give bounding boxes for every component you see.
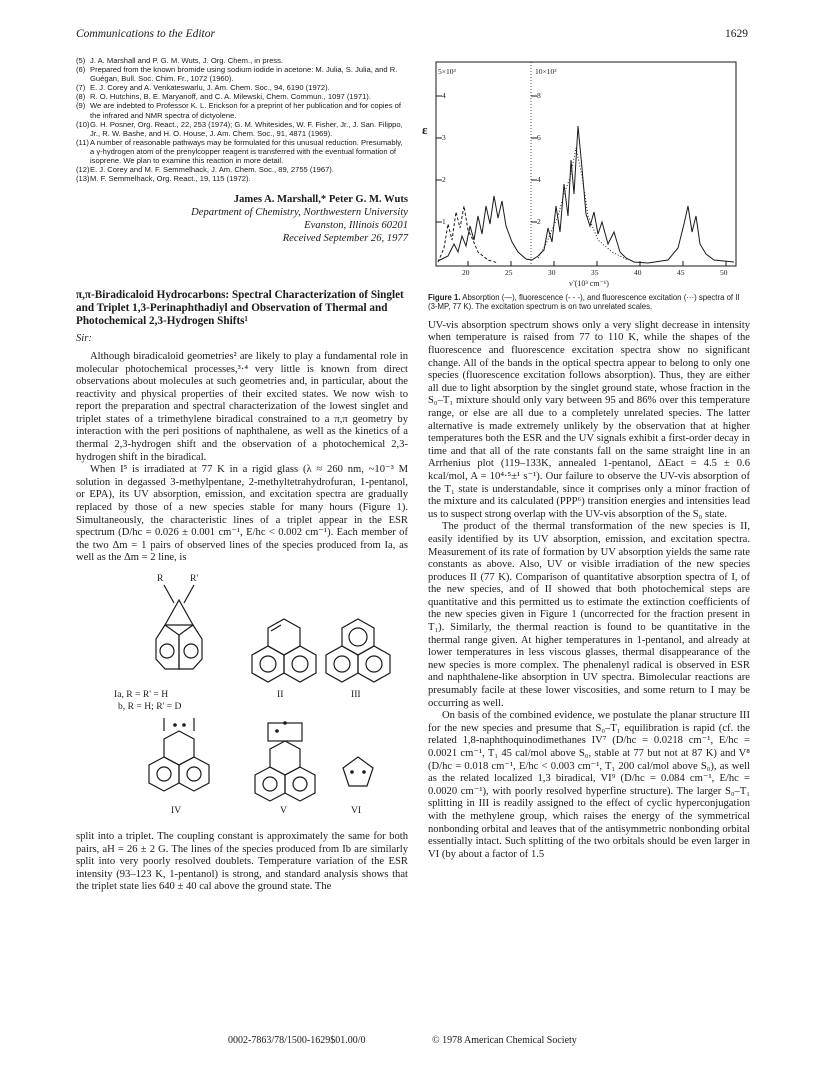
reference-item: (8) R. O. Hutchins, B. E. Maryanoff, and C. A. Milewski, Chem. Commun., 1097 (1971). [76,92,371,102]
reference-item: (5) J. A. Marshall and P. G. M. Wuts, J. Org. Chem., in press. [76,56,284,65]
right-tick-label: 6 [537,133,541,142]
structure-vi [343,757,373,786]
label-iii: III [351,689,361,700]
author-block [76,193,408,245]
inset-scale-left: 5×10³ [438,67,456,76]
structure-iv [149,718,209,791]
label-ia: Ia, R = R' = H [114,689,169,700]
article-title: π,π-Biradicaloid Hydrocarbons: Spectral Characterization of Singlet and Triplet 1,3-Perinaphthadiyl and Observation of Thermal and Photochemical 2,3-Hydrogen Shifts¹ [76,289,404,328]
received-date: Received September 26, 1977 [282,233,408,245]
y-axis-label: ε [422,122,428,137]
reference-item: (10) G. H. Posner, Org. React., 22, 253 (1974); G. M. Whitesides, W. F. Fisher, Jr., J. San. Filippo, Jr., R. W. Bashe, and H. O. House, J. Am. Chem. Soc., 91, 4871 (1969). [76,119,403,138]
page-number: 1629 [725,28,748,40]
substituent-r-prime: R' [190,573,199,584]
body-paragraph: Although biradicaloid geometries² are likely to play a fundamental role in molecular photochemical processes,³·⁴ very little is known from direct observations about molecules at such geometries and, in particular, about the reactivity and physical properties of their excited states. We now wish to report the preparation and spectral characterization of the lowest singlet and triplet states of a trimethylene biradical constrained to a π,π geometry by interaction with the peri positions of naphthalene, as well as the kinetics of a thermal 2,3-hydrogen shift and the observation of a photochemical 2,3-hydrogen shift in the biradical. [76,350,408,463]
right-tick-label: 8 [537,91,541,100]
reference-item: (7) E. J. Corey and A. Venkateswarlu, J. Am. Chem. Soc., 94, 6190 (1972). [76,83,330,93]
reference-item: (11) A number of reasonable pathways may be formulated for this unusual reduction. Presumably, a γ-hydrogen atom of the prenylcopper reagent is transferred with the eventual formation of isoprene. We plan to examine this reaction in more detail. [76,137,403,166]
inset-scale-right: 10×10³ [535,67,557,76]
right-column [422,56,750,861]
x-tick-label: 50 [720,268,728,277]
label-v: V [280,805,287,816]
reference-list [76,56,408,183]
left-tick-label: 2 [442,175,446,184]
label-ii: II [277,689,284,700]
running-header [76,28,748,44]
body-paragraph: The product of the thermal transformation of the new species is II, easily identified by its UV absorption, emission, and excitation spectra. Measurement of its rate of formation by UV absorption yields the same rate constants as above. Also, UV or visible irradiation of the new species produces II (77 K). Comparison of quantitative absorption spectra of I, of the new species, and of II showed that both photochemical steps are quantitative and this permitted us to estimate the extinction coefficients of the new species given in Figure 1 (uncorrected for the fraction present in T₁). Similarly, the thermal reaction is found to be quantitative in the thermal range given. At higher temperatures in 1-pentanol, and already at lower temperatures in less viscous glasses, thermal disappearance of the new species is more complex. The phenalenyl radical is observed in ESR and naphthalene-like absorption in UV spectra. Bimolecular reactions are presumably facile at these lower viscosities, and some return to I may be occurring as well. [428,521,750,709]
affiliation: Department of Chemistry, Northwestern University [191,207,408,219]
structure-ii [252,619,316,682]
left-tick-label: 1 [442,217,446,226]
right-tick-label: 2 [537,217,541,226]
substituent-r: R [157,573,164,584]
structure-i [156,585,202,669]
label-vi: VI [351,805,362,816]
affiliation-city: Evanston, Illinois 60201 [304,220,408,232]
figure-caption [428,293,750,312]
right-tick-label: 4 [537,175,541,184]
x-tick-label: 40 [634,268,642,277]
structure-iii [326,619,390,682]
body-paragraph: split into a triplet. The coupling constant is approximately the same for both pairs, aH = 26 ± 2 G. The lines of the species produced from Ib are similarly split into very poorly resolved doublets. Temperature variation of the ESR intensity (93–123 K, 1-pentanol) is strong, and standard analysis shows that the triplet state lies 640 ± 40 cal above the ground state. The [76,831,408,893]
author-names: James A. Marshall,* Peter G. M. Wuts [233,194,408,206]
reference-item: (13) M. F. Semmelhack, Org. React., 19, 115 (1972). [76,174,251,184]
reference-item: (9) We are indebted to Professor K. L. Erickson for a preprint of her publication and for copies of the infrared and NMR spectra of dictyolene. [76,101,401,120]
journal-section: Communications to the Editor [76,28,215,40]
article-code: 0002-7863/78/1500-1629$01.00/0 [228,1035,366,1046]
chemical-structures [76,573,408,831]
x-tick-label: 25 [505,268,513,277]
copyright: © 1978 American Chemical Society [432,1035,577,1046]
label-ib: b, R = H; R' = D [118,701,182,712]
x-tick-label: 20 [462,268,470,277]
reference-item: (12) E. J. Corey and M. F. Semmelhack, J. Am. Chem. Soc., 89, 2755 (1967). [76,165,334,175]
body-paragraph: When I⁵ is irradiated at 77 K in a rigid glass (λ ≈ 260 nm, ~10⁻³ M solution in degassed 3-methylpentane, 2-methyltetrahydrofuran, 1-pentanol, or EPA), its UV absorption, emission, and excitation spectra are gradually replaced by those of a new species stable for many hours (Figure 1). Simultaneously, the characteristic lines of a triplet appear in the ESR spectrum (D/hc = 0.026 ± 0.001 cm⁻¹, E/hc < 0.002 cm⁻¹). Each member of the two Δm = 1 pairs of observed lines of the species produced from Ia, as well as the Δm = 2 line, is [76,464,408,564]
x-tick-label: 30 [548,268,556,277]
label-iv: IV [171,805,182,816]
caption-text: Absorption (—), fluorescence (- - -), and fluorescence excitation (···) spectra of II (3-MP, 77 K). The excitation spectrum is on two unrelated scales. [428,293,740,312]
x-tick-label: 35 [591,268,599,277]
left-tick-label: 4 [442,91,446,100]
salutation: Sir: [76,333,92,345]
structure-v [255,723,315,801]
caption-label: Figure 1. [428,293,461,302]
x-axis-label: ν̃ (10³ cm⁻¹) [569,279,609,288]
reference-item: (6) Prepared from the known bromide using sodium iodide in acetone: M. Julia, S. Julia, and R. Guégan, Bull. Soc. Chim. Fr., 1072 (1960). [76,65,398,84]
body-paragraph: On basis of the combined evidence, we postulate the planar structure III for the new species and presume that S₀–T₁ equilibration is rapid (cf. the related 1,8-naphthoquinodimethanes IV⁷ (D/hc = 0.0218 cm⁻¹, E/hc = 0.0021 cm⁻¹, T₁ 45 cal/mol above S₀, stable at 77 but not at 87 K) and V⁸ (D/hc = 0.018 cm⁻¹, E/hc < 0.003 cm⁻¹, T₁ 200 cal/mol above S₀), as well as the related localized 1,3 biradical, VI⁹ (D/hc = 0.084 cm⁻¹, E/hc = 0.0020 cm⁻¹), with poorly resolved hyperfine structure). The larger S₀–T₁ splitting in III is readily assigned to the effect of cyclic hyperconjugation with the methylene group, which raises the energy of the symmetrical nonbonding orbital and leaves that of the antisymmetric nonbonding orbital essentially intact. Such splitting of the two orbitals should be even larger in VI (by about a factor of 1.5 [428,710,750,860]
spectrum-plot [428,56,750,278]
left-tick-label: 3 [442,133,446,142]
left-column [76,56,408,894]
x-tick-label: 45 [677,268,685,277]
body-paragraph: UV-vis absorption spectrum shows only a very slight decrease in intensity when temperature is raised from 77 to 110 K, while the shapes of the fluorescence and fluorescence excitation spectra show no significant change. All of the bands in the optical spectra appear to belong to only one species (fluorescence excitation follows absorption). Thus, they are either all due to light absorption by the singlet ground state, whose fraction in the S₀–T₁ mixture should only vary between 95 and 86% over this temperature range, or else are all due to a completely unrelated species. The latter alternative is made extremely unlikely by the observation that at higher temperatures both the ESR and the UV signals exhibit a first-order decay in time and that all of the rate constants fall on the same straight line in an Arrhenius plot (119–133K, annealed 1-pentanol, ΔEact = 4.5 ± 0.6 kcal/mol, A = 10⁴·⁵±¹ s⁻¹). Our failure to observe the UV-vis absorption of the T₁ state is understandable, since it comprises only a minor fraction of the mixture and its calculated (PPP⁶) transition energies and intensities lead us to suspect strong overlap with the UV-vis absorption of the S₀ state. [428,319,750,520]
figure-1 [422,56,750,278]
